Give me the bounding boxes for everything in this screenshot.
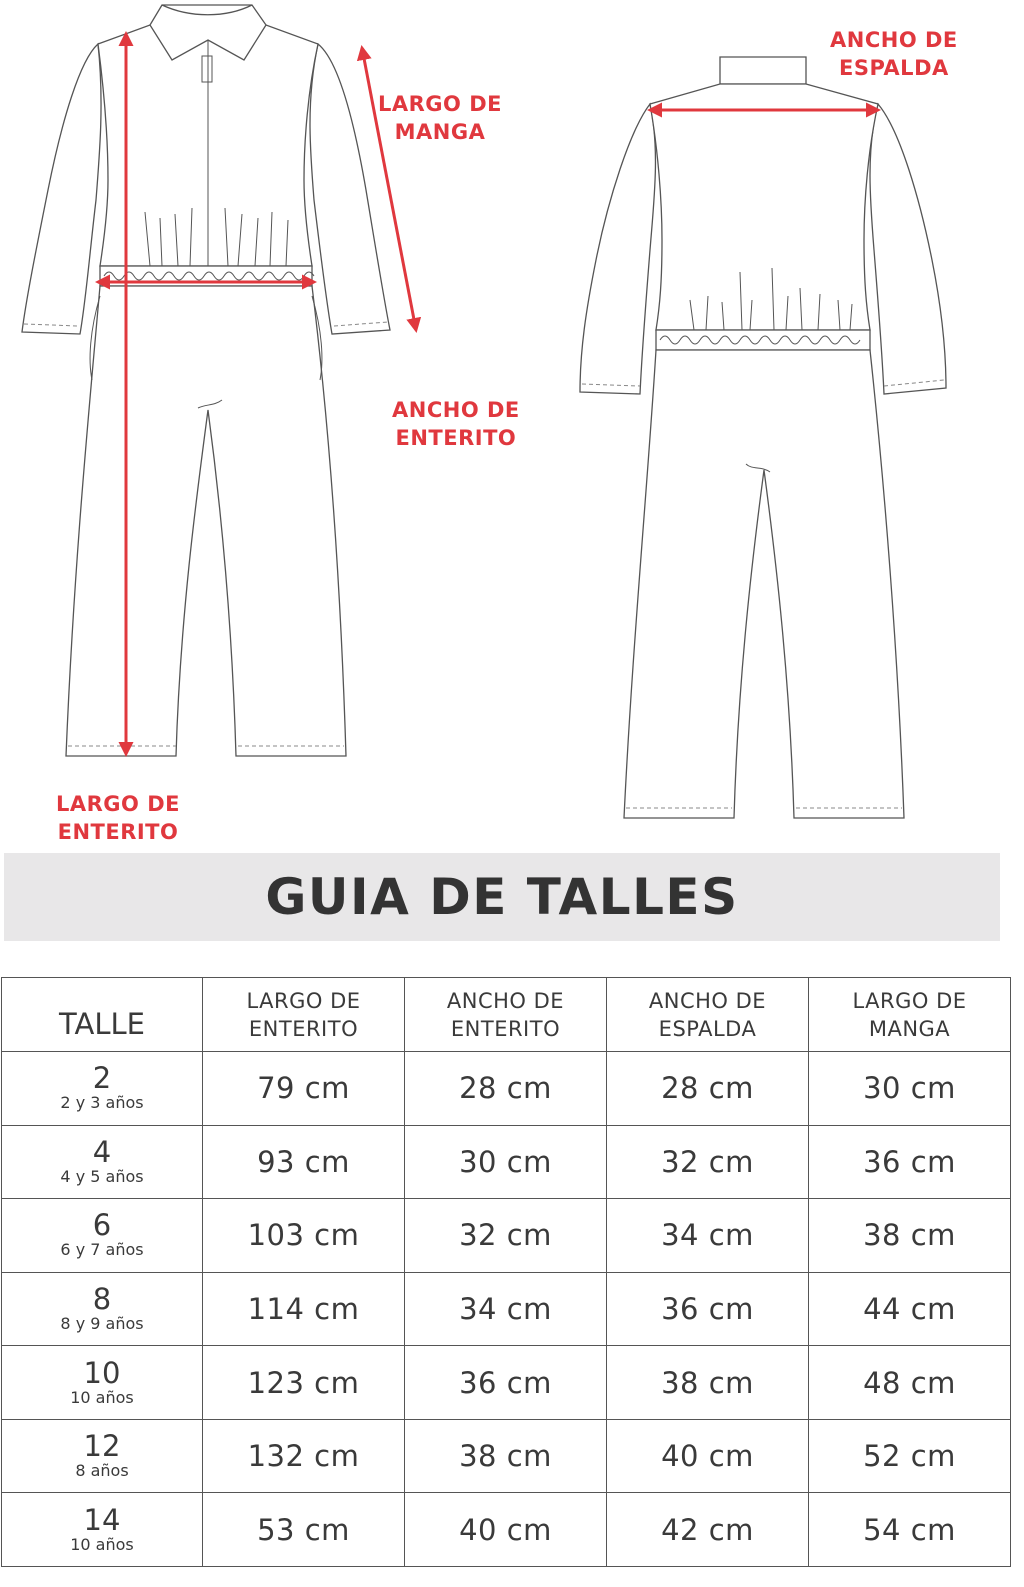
ancho-enterito-cell: 34 cm (405, 1272, 607, 1346)
size-cell: 10 10 años (2, 1346, 203, 1420)
largo-manga-cell: 36 cm (809, 1125, 1011, 1199)
label-largo-de-manga: LARGO DE MANGA (378, 92, 502, 144)
ancho-espalda-cell: 28 cm (607, 1052, 809, 1126)
header-ancho-espalda: ANCHO DE ESPALDA (607, 978, 809, 1052)
largo-manga-cell: 48 cm (809, 1346, 1011, 1420)
label-largo-de-enterito: LARGO DE ENTERITO (56, 792, 180, 844)
size-cell: 4 4 y 5 años (2, 1125, 203, 1199)
header-talle: TALLE (2, 978, 203, 1052)
table-header-row (2, 978, 1011, 1052)
table-row (2, 1493, 1011, 1567)
header-largo-enterito: LARGO DE ENTERITO (203, 978, 405, 1052)
table-row (2, 1199, 1011, 1273)
ancho-espalda-cell: 34 cm (607, 1199, 809, 1273)
ancho-espalda-cell: 32 cm (607, 1125, 809, 1199)
header-ancho-enterito: ANCHO DE ENTERITO (405, 978, 607, 1052)
ancho-enterito-cell: 30 cm (405, 1125, 607, 1199)
largo-manga-cell: 44 cm (809, 1272, 1011, 1346)
title-banner (4, 853, 1000, 941)
largo-enterito-cell: 79 cm (203, 1052, 405, 1126)
largo-enterito-cell: 132 cm (203, 1419, 405, 1493)
largo-manga-cell: 38 cm (809, 1199, 1011, 1273)
largo-enterito-cell: 103 cm (203, 1199, 405, 1273)
ancho-enterito-cell: 32 cm (405, 1199, 607, 1273)
largo-manga-cell: 30 cm (809, 1052, 1011, 1126)
back-jumpsuit-drawing (580, 57, 946, 818)
ancho-espalda-cell: 42 cm (607, 1493, 809, 1567)
largo-enterito-cell: 114 cm (203, 1272, 405, 1346)
size-cell: 12 8 años (2, 1419, 203, 1493)
table-row (2, 1419, 1011, 1493)
header-largo-manga: LARGO DE MANGA (809, 978, 1011, 1052)
ancho-enterito-cell: 36 cm (405, 1346, 607, 1420)
largo-manga-cell: 52 cm (809, 1419, 1011, 1493)
table-row (2, 1052, 1011, 1126)
size-cell: 2 2 y 3 años (2, 1052, 203, 1126)
front-jumpsuit-drawing (22, 5, 390, 756)
page-title: GUIA DE TALLES (265, 868, 739, 926)
label-ancho-de-espalda: ANCHO DE ESPALDA (830, 28, 958, 80)
largo-enterito-cell: 53 cm (203, 1493, 405, 1567)
ancho-espalda-cell: 38 cm (607, 1346, 809, 1420)
table-row (2, 1346, 1011, 1420)
table-row (2, 1125, 1011, 1199)
table-row (2, 1272, 1011, 1346)
largo-enterito-cell: 93 cm (203, 1125, 405, 1199)
size-table (1, 977, 1011, 1567)
label-ancho-de-enterito: ANCHO DE ENTERITO (392, 398, 520, 450)
ancho-enterito-cell: 40 cm (405, 1493, 607, 1567)
size-cell: 8 8 y 9 años (2, 1272, 203, 1346)
largo-enterito-cell: 123 cm (203, 1346, 405, 1420)
ancho-espalda-cell: 40 cm (607, 1419, 809, 1493)
ancho-enterito-cell: 28 cm (405, 1052, 607, 1126)
size-cell: 6 6 y 7 años (2, 1199, 203, 1273)
ancho-enterito-cell: 38 cm (405, 1419, 607, 1493)
ancho-espalda-cell: 36 cm (607, 1272, 809, 1346)
largo-manga-cell: 54 cm (809, 1493, 1011, 1567)
size-cell: 14 10 años (2, 1493, 203, 1567)
